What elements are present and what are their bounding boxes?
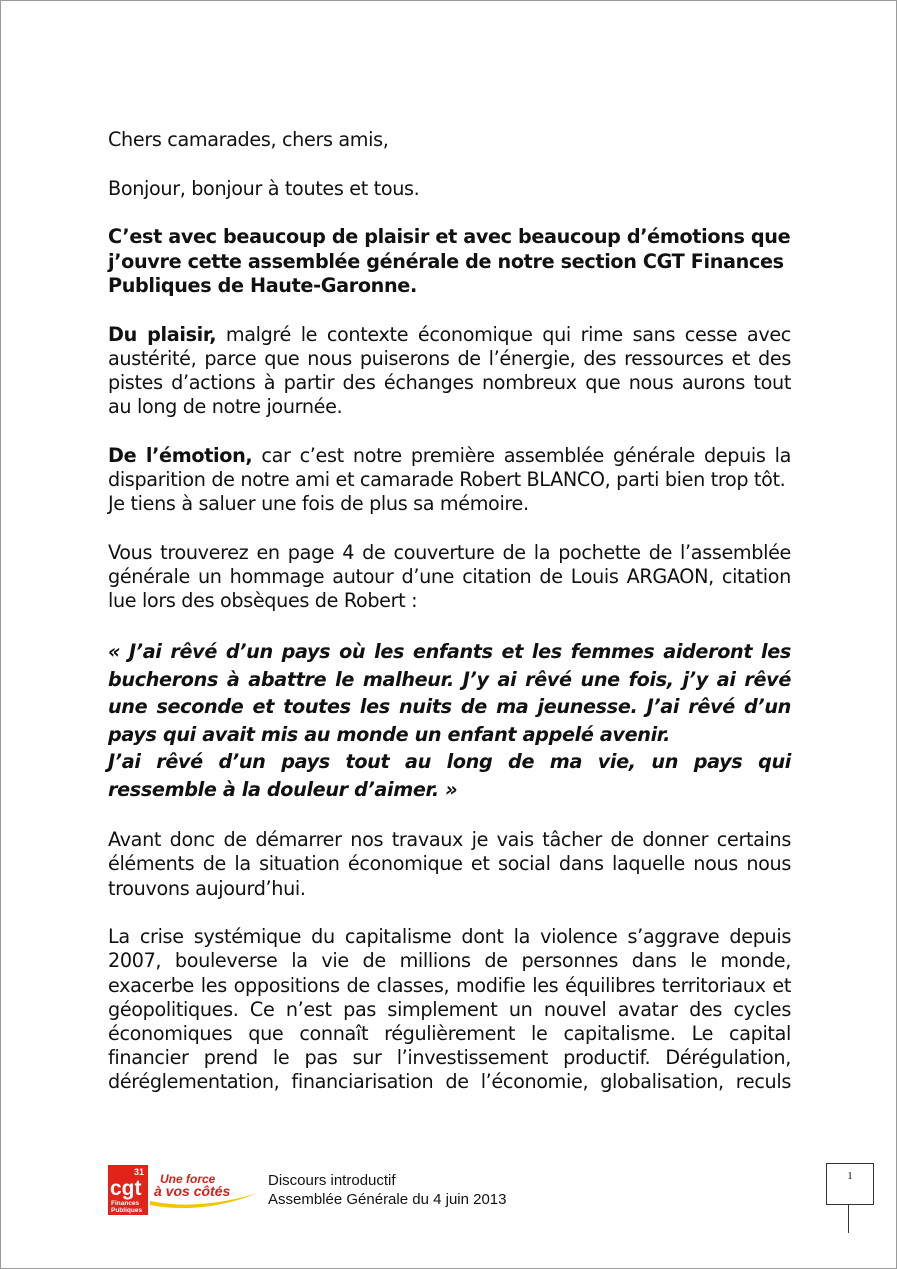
cgt-sub1: Finances (111, 1200, 140, 1207)
hommage-paragraph: Vous trouverez en page 4 de couverture de la pochette de l’assemblée générale un hommage autour d’une citation de Louis ARGAON, citation lue lors des obsèques de Robert : (108, 540, 791, 613)
emotion-lead: De l’émotion, (108, 443, 253, 467)
plaisir-paragraph (108, 323, 791, 420)
hello-line: Bonjour, bonjour à toutes et tous. (108, 176, 420, 200)
emotion-paragraph (108, 444, 791, 517)
emotion-text: car c’est notre première assemblée générale depuis la disparition de notre ami et camarade Robert BLANCO, parti bien trop tôt. (108, 443, 791, 492)
footer-caption (268, 1171, 507, 1209)
slogan-line-2: à vos côtés (154, 1183, 231, 1199)
document-body (108, 128, 791, 1119)
plaisir-lead: Du plaisir, (108, 322, 217, 346)
cgt-dept: 31 (134, 1167, 145, 1177)
slogan-line-1: Une force (160, 1172, 216, 1186)
cgt-wordmark: cgt (110, 1177, 142, 1200)
intro-line: C’est avec beaucoup de plaisir et avec beaucoup d’émotions que (108, 225, 791, 249)
plaisir-text: malgré le contexte économique qui rime sans cesse avec austérité, parce que nous puiserons de l’énergie, des ressources et des pistes d’actions à partir des échanges nombreux que nous aurons tout au long de notre journée. (108, 322, 791, 419)
emotion-salute: Je tiens à saluer une fois de plus sa mémoire. (108, 492, 529, 516)
cgt-sub2: Publiques (111, 1207, 143, 1214)
page-number-tick (848, 1205, 849, 1233)
crise-paragraph: La crise systémique du capitalisme dont la violence s’aggrave depuis 2007, bouleverse la vie de millions de personnes dans le monde, exacerbe les oppositions de classes, modifie les équilibres territoriaux et géopolitiques. Ce n’est pas simplement un nouvel avatar des cycles économiques que connaît régulièrement le capitalisme. Le capital financier prend le pas sur l’investissement productif. Dérégulation, déréglementation, financiarisation de l’économie, globalisation, reculs (108, 925, 791, 1094)
footer-title: Discours introductif (268, 1172, 396, 1189)
page-number: 1 (847, 1170, 853, 1182)
page-footer (108, 1163, 891, 1263)
aragon-quote (108, 638, 791, 804)
page-number-box (826, 1163, 874, 1205)
intro-paragraph (108, 225, 791, 298)
quote-part-1: « J’ai rêvé d’un pays où les enfants et les femmes aideront les bucherons à abattre le malheur. J’y ai rêvé une fois, j’y ai rêvé une seconde et toutes les nuits de ma jeunesse. J’ai rêvé d’un pays qui avait mis au monde un enfant appelé avenir. (108, 640, 791, 746)
quote-part-2: J’ai rêvé d’un pays tout au long de ma vie, un pays qui ressemble à la douleur d’aimer. » (108, 750, 791, 802)
intro-line: Publiques de Haute-Garonne. (108, 273, 417, 297)
greeting: Chers camarades, chers amis, (108, 128, 389, 151)
cgt-logo (108, 1163, 268, 1219)
situation-paragraph: Avant donc de démarrer nos travaux je vais tâcher de donner certains éléments de la situation économique et social dans laquelle nous nous trouvons aujourd’hui. (108, 828, 791, 900)
intro-line: j’ouvre cette assemblée générale de notre section CGT Finances (108, 249, 784, 273)
footer-subtitle: Assemblée Générale du 4 juin 2013 (268, 1191, 507, 1208)
